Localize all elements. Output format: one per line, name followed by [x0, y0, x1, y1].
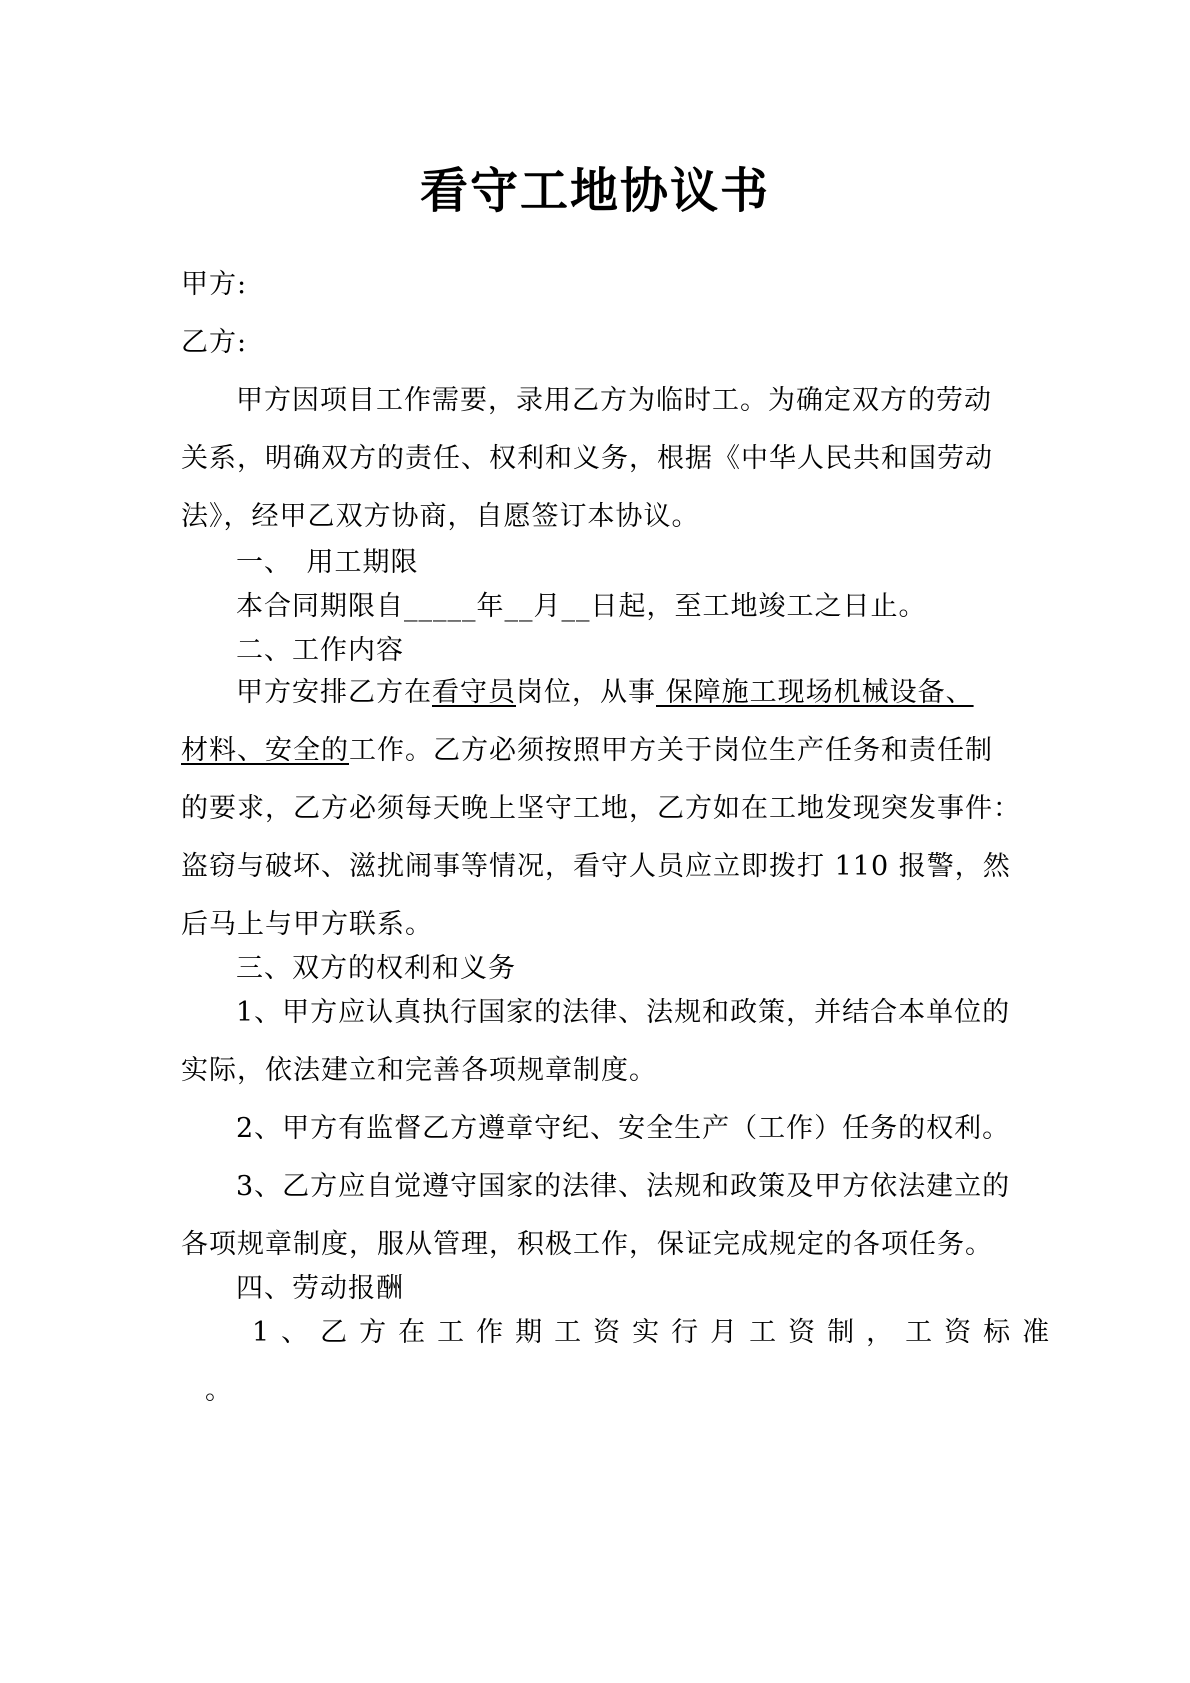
section-3-item-1-line-1: 1、甲方应认真执行国家的法律、法规和政策，并结合本单位的 — [236, 997, 1011, 1028]
section-2-line-5: 后马上与甲方联系。 — [181, 909, 433, 940]
section-1-heading: 一、 用工期限 — [236, 547, 419, 578]
section-4-item-1: 1、乙方在工作期工资实行月工资制，工资标准 — [252, 1317, 1062, 1348]
section-4-item-1-end: 。 — [205, 1375, 233, 1406]
section-3-item-3-line-2: 各项规章制度，服从管理，积极工作，保证完成规定的各项任务。 — [181, 1229, 993, 1260]
section-3-item-3-line-1: 3、乙方应自觉遵守国家的法律、法规和政策及甲方依法建立的 — [236, 1171, 1011, 1202]
duty-underlined-cont: 材料、安全的 — [181, 735, 349, 766]
section-1-text: 本合同期限自_____年__月__日起，至工地竣工之日止。 — [236, 591, 927, 622]
section-4-heading: 四、劳动报酬 — [236, 1273, 404, 1304]
section-3-item-2: 2、甲方有监督乙方遵章守纪、安全生产（工作）任务的权利。 — [236, 1113, 1011, 1144]
post-underlined: 看守员 — [432, 677, 516, 708]
section-3-heading: 三、双方的权利和义务 — [236, 953, 516, 984]
section-2-line-4: 盗窃与破坏、滋扰闹事等情况，看守人员应立即拨打 110 报警，然 — [181, 851, 1011, 882]
s2-text: 甲方安排乙方在 — [236, 677, 432, 708]
section-3-item-1-line-2: 实际，依法建立和完善各项规章制度。 — [181, 1055, 657, 1086]
s2-text: 岗位，从事 — [516, 677, 656, 708]
intro-line-2: 关系，明确双方的责任、权利和义务，根据《中华人民共和国劳动 — [181, 443, 993, 474]
section-2-heading: 二、工作内容 — [236, 635, 404, 666]
intro-line-3: 法》，经甲乙双方协商，自愿签订本协议。 — [181, 501, 700, 532]
party-a-label: 甲方: — [181, 269, 248, 300]
duty-underlined: 保障施工现场机械设备、 — [656, 677, 974, 708]
document-title: 看守工地协议书 — [419, 163, 770, 219]
section-2-line-3: 的要求，乙方必须每天晚上坚守工地，乙方如在工地发现突发事件： — [181, 793, 1021, 824]
s2-text: 工作。乙方必须按照甲方关于岗位生产任务和责任制 — [349, 735, 993, 766]
party-b-label: 乙方: — [181, 327, 248, 358]
section-2-line-1 — [236, 670, 1086, 709]
section-2-line-2 — [181, 728, 1031, 767]
intro-line-1: 甲方因项目工作需要，录用乙方为临时工。为确定双方的劳动 — [236, 385, 992, 416]
